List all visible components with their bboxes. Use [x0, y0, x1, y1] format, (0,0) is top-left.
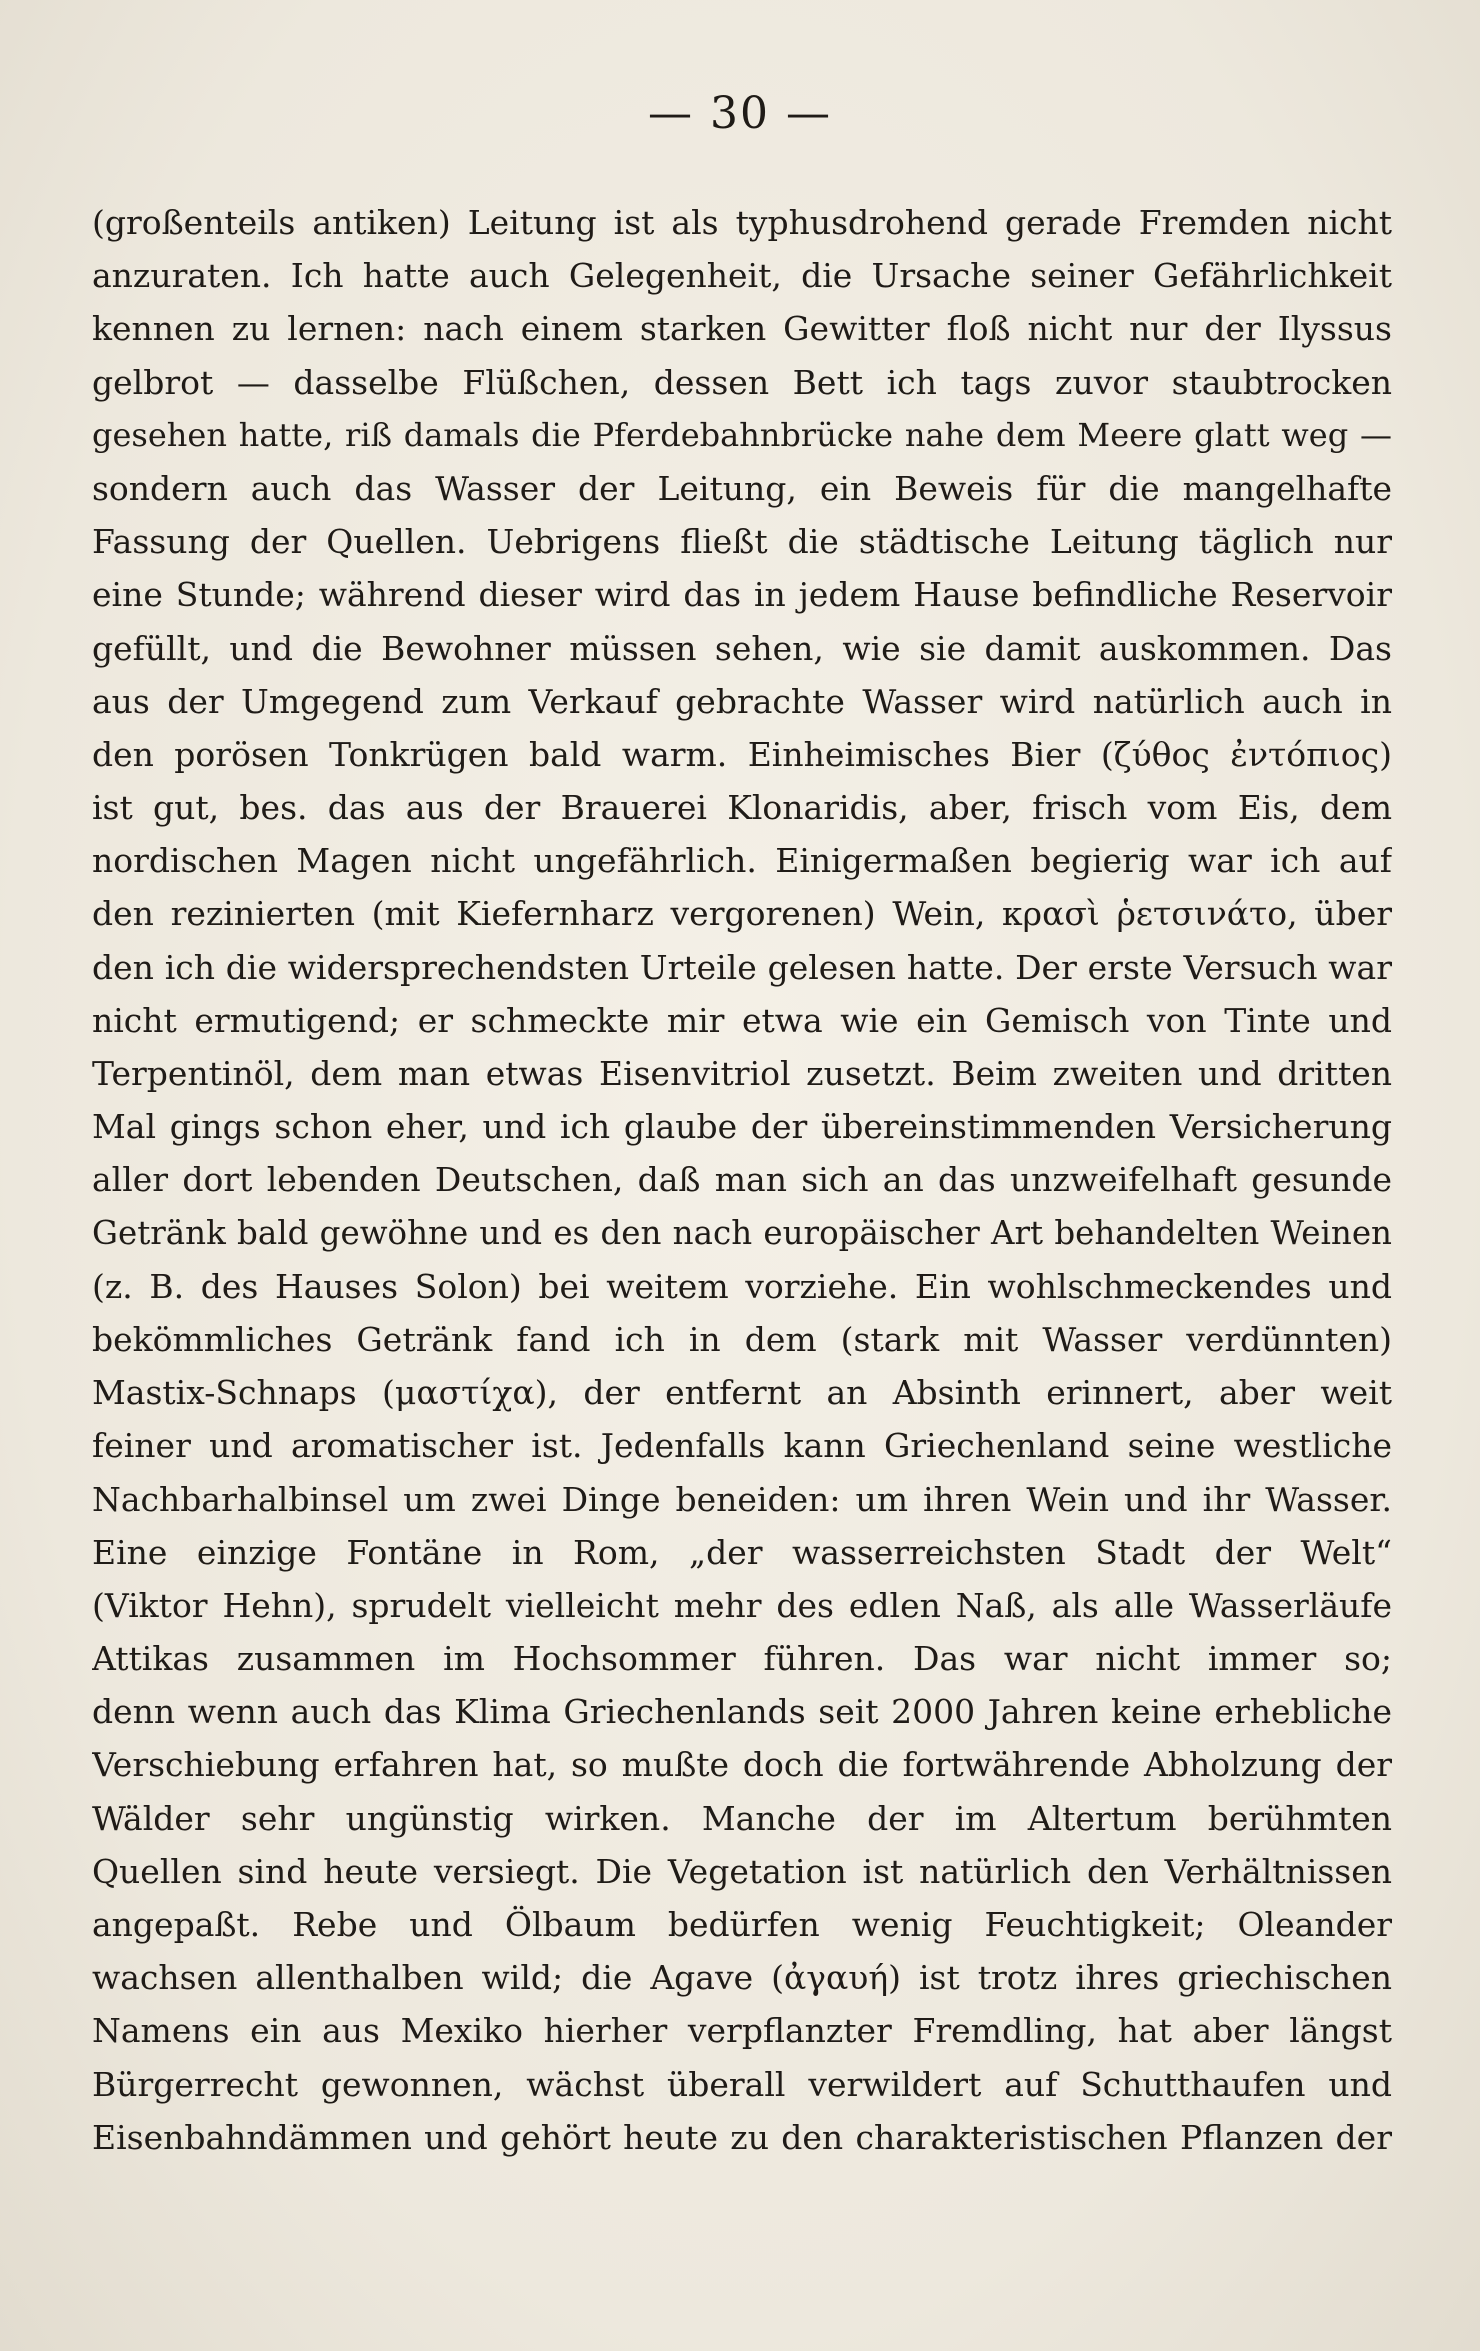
text-line: aus der Umgegend zum Verkauf gebrachte Wasser wird natürlich auch in: [92, 681, 1392, 721]
text-line: gelbrot — dasselbe Flüßchen, dessen Bett ich tags zuvor staubtrocken: [92, 362, 1392, 402]
text-line: angepaßt. Rebe und Ölbaum bedürfen wenig Feuchtigkeit; Oleander: [92, 1905, 1392, 1944]
text-line: Quellen sind heute versiegt. Die Vegetation ist natürlich den Verhältnissen: [92, 1851, 1392, 1891]
text-line: nordischen Magen nicht ungefährlich. Einigermaßen begierig war ich auf: [92, 841, 1392, 881]
text-line: den ich die widersprechendsten Urteile gelesen hatte. Der erste Versuch war: [92, 947, 1392, 987]
text-line: Nachbarhalbinsel um zwei Dinge beneiden: um ihren Wein und ihr Wasser.: [92, 1479, 1392, 1519]
text-line: denn wenn auch das Klima Griechenlands seit 2000 Jahren keine erhebliche: [92, 1692, 1392, 1732]
text-line: Wälder sehr ungünstig wirken. Manche der im Altertum berühmten: [92, 1798, 1392, 1838]
text-line: Verschiebung erfahren hat, so mußte doch die fortwährende Abholzung der: [92, 1745, 1392, 1785]
text-line: (z. B. des Hauses Solon) bei weitem vorziehe. Ein wohlschmeckendes und: [92, 1266, 1392, 1306]
text-line: gefüllt, und die Bewohner müssen sehen, wie sie damit auskommen. Das: [92, 628, 1392, 668]
text-line: Eisenbahndämmen und gehört heute zu den charakteristischen Pflanzen der: [92, 2117, 1392, 2157]
text-line: (Viktor Hehn), sprudelt vielleicht mehr des edlen Naß, als alle Wasserläufe: [92, 1585, 1392, 1625]
text-line: eine Stunde; während dieser wird das in jedem Hause befindliche Reservoir: [92, 575, 1392, 615]
text-line: Attikas zusammen im Hochsommer führen. Das war nicht immer so;: [92, 1639, 1392, 1679]
body-text: [92, 196, 1392, 2164]
page-number: — 30 —: [648, 88, 832, 139]
text-line: Mal gings schon eher, und ich glaube der übereinstimmenden Versicherung: [92, 1107, 1392, 1147]
text-line: den rezinierten (mit Kiefernharz vergorenen) Wein, κρασὶ ῥετσινάτο, über: [92, 894, 1392, 934]
text-line: Namens ein aus Mexiko hierher verpflanzter Fremdling, hat aber längst: [92, 2011, 1392, 2051]
text-line: sondern auch das Wasser der Leitung, ein Beweis für die mangelhafte: [92, 468, 1392, 508]
text-line: den porösen Tonkrügen bald warm. Einheimisches Bier (ζύθος ἐντόπιος): [92, 734, 1392, 774]
text-line: Mastix-Schnaps (μαστίχα), der entfernt an Absinth erinnert, aber weit: [92, 1373, 1392, 1413]
text-line: kennen zu lernen: nach einem starken Gewitter floß nicht nur der Ilyssus: [92, 309, 1392, 349]
text-line: anzuraten. Ich hatte auch Gelegenheit, die Ursache seiner Gefährlichkeit: [92, 256, 1392, 296]
text-line: gesehen hatte, riß damals die Pferdebahnbrücke nahe dem Meere glatt weg —: [92, 415, 1392, 454]
text-line: Eine einzige Fontäne in Rom, „der wasserreichsten Stadt der Welt“: [92, 1532, 1392, 1572]
text-line: nicht ermutigend; er schmeckte mir etwa wie ein Gemisch von Tinte und: [92, 1000, 1392, 1040]
text-line: Getränk bald gewöhne und es den nach europäischer Art behandelten Weinen: [92, 1213, 1392, 1252]
text-line: aller dort lebenden Deutschen, daß man sich an das unzweifelhaft gesunde: [92, 1160, 1392, 1200]
text-line: Terpentinöl, dem man etwas Eisenvitriol zusetzt. Beim zweiten und dritten: [92, 1054, 1392, 1093]
text-line: Bürgerrecht gewonnen, wächst überall verwildert auf Schutthaufen und: [92, 2064, 1392, 2104]
text-line: ist gut, bes. das aus der Brauerei Klonaridis, aber, frisch vom Eis, dem: [92, 788, 1392, 828]
text-line: bekömmliches Getränk fand ich in dem (stark mit Wasser verdünnten): [92, 1319, 1392, 1359]
text-line: Fassung der Quellen. Uebrigens fließt die städtische Leitung täglich nur: [92, 522, 1392, 562]
text-line: (großenteils antiken) Leitung ist als typhusdrohend gerade Fremden nicht: [92, 203, 1392, 242]
text-line: feiner und aromatischer ist. Jedenfalls kann Griechenland seine westliche: [92, 1426, 1392, 1466]
text-line: wachsen allenthalben wild; die Agave (ἀγαυή) ist trotz ihres griechischen: [92, 1958, 1392, 1998]
